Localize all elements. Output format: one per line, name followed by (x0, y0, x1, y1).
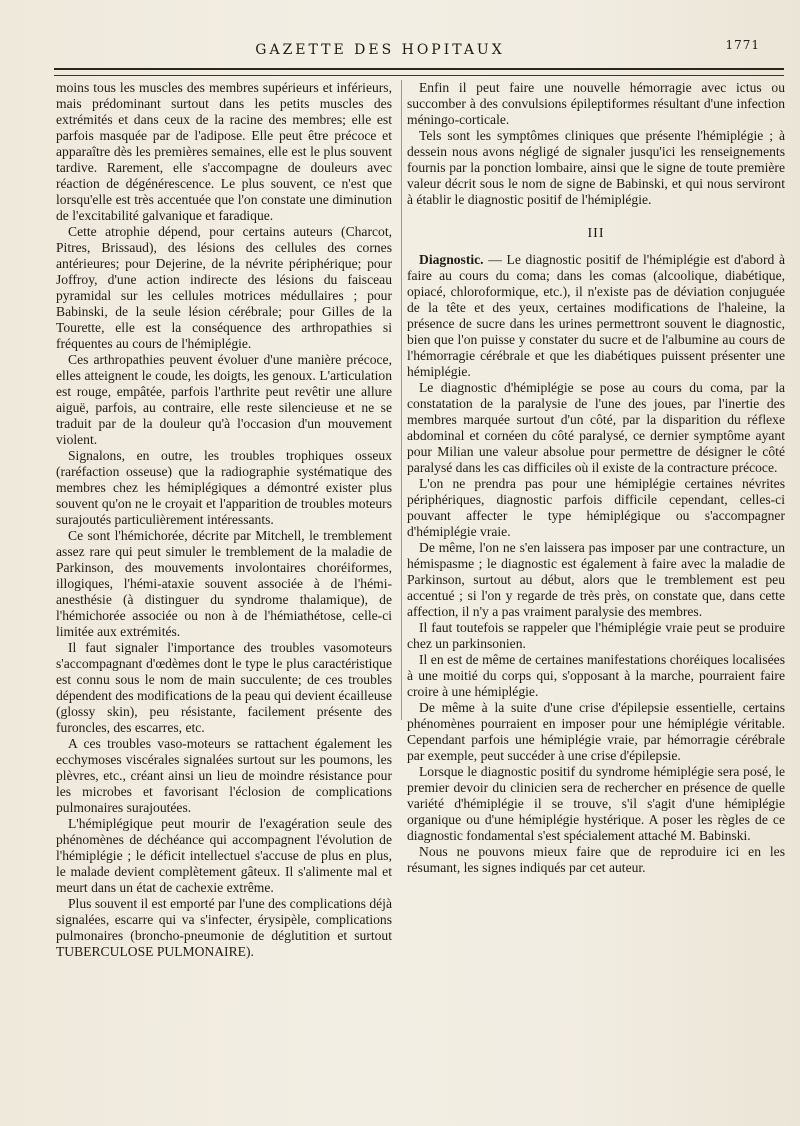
paragraph: L'hémiplégique peut mourir de l'exagération seule des phénomènes de déchéance qui accompagnent l'évolution de l'hémiplégie ; le déficit intellectuel s'accuse de plus en plus, le malade devient complètement gâteux. Il s'alimente mal et meurt dans un état de cachexie extrême. (56, 816, 392, 895)
paragraph: Le diagnostic d'hémiplégie se pose au cours du coma, par la constatation de la paralysie de l'une des joues, par l'inertie des membres marquée surtout d'un côté, par la disparition du réflexe abdominal et cornéen du côté paralysé, ce dernier symptôme ayant pour Milian une valeur absolue pour permettre de désigner le côté paralysé dans les cas difficiles où il existe de la contracture précoce. (407, 380, 785, 475)
paragraph: Il faut signaler l'importance des troubles vasomoteurs s'accompagnant d'œdèmes dont le type le plus caractéristique est connu sous le nom de main succulente; de ces troubles dépendent des modifications de la peau qui devient écailleuse (glossy skin), peu résistante, facilement présente des furoncles, des escarres, etc. (56, 640, 392, 735)
paragraph-diagnostic (407, 252, 785, 380)
paragraph: L'on ne prendra pas pour une hémiplégie certaines névrites périphériques, diagnostic parfois difficile cependant, celles-ci pouvant affecter le type hémiplégique ou s'accompagner d'hémiplégie vraie. (407, 476, 785, 539)
paragraph: Nous ne pouvons mieux faire que de reproduire ici en les résumant, les signes indiqués par cet auteur. (407, 844, 785, 875)
right-column (407, 80, 785, 876)
paragraph: De même, l'on ne s'en laissera pas imposer par une contracture, un hémispasme ; le diagnostic est également à faire avec la maladie de Parkinson, surtout au début, alors que le tremblement est peu accentué ; si l'on y regarde de très près, on constate que, dans cette affection, il n'y a pas vraiment paralysie des membres. (407, 540, 785, 619)
header-rule-thick (54, 68, 784, 70)
paragraph: Il faut toutefois se rappeler que l'hémiplégie vraie peut se produire chez un parkinsonien. (407, 620, 785, 651)
section-heading: Diagnostic. (419, 252, 484, 267)
section-number: III (587, 226, 605, 241)
column-divider (401, 80, 402, 720)
paragraph-text: — Le diagnostic positif de l'hémiplégie est d'abord à faire au cours du coma; dans les comas (alcoolique, diabétique, opiacé, chloroformique, etc.), il n'existe pas de déviation conjuguée de la tête et des yeux, certaines modifications de l'haleine, la présence de sucre dans les urines permettront souvent le diagnostic, bien que l'on puisse y constater du sucre et de l'albumine au cours de l'hémorragie cérébrale et que les diabétiques puissent présenter une hémiplégie. (407, 252, 785, 379)
left-column (56, 80, 392, 960)
paragraph: Ces arthropathies peuvent évoluer d'une manière précoce, elles atteignent le coude, les doigts, les genoux. L'articulation est rouge, empâtée, parfois l'arthrite peut revêtir une allure aiguë, parfois, au contraire, elle reste silencieuse et ne se traduit par de la douleur qu'à l'occasion d'un mouvement violent. (56, 352, 392, 447)
paragraph: A ces troubles vaso-moteurs se rattachent également les ecchymoses viscérales signalées surtout sur les poumons, les plèvres, etc., créant ainsi un lieu de moindre résistance pour les microbes et favorisant l'éclosion de complications pulmonaires surajoutées. (56, 736, 392, 815)
paragraph: Cette atrophie dépend, pour certains auteurs (Charcot, Pitres, Brissaud), des lésions des cellules des cornes antérieures; pour Dejerine, de la névrite périphérique; pour Joffroy, d'une action indirecte des lésions du faisceau pyramidal sur les cellules motrices médullaires ; pour Babinski, de la seule lésion cérébrale; pour Gilles de la Tourette, elle est la conséquence des arthropathies si fréquentes au cours de l'hémiplégie. (56, 224, 392, 351)
page-number: 1771 (725, 38, 760, 52)
paragraph: Signalons, en outre, les troubles trophiques osseux (raréfaction osseuse) que la radiographie systématique des membres chez les hémiplégiques a démontré exister plus souvent qu'on ne le croyait et l'apparition de troubles moteurs surajoutés particulièrement intéressants. (56, 448, 392, 527)
journal-title: GAZETTE DES HOPITAUX (255, 42, 505, 58)
paragraph: Lorsque le diagnostic positif du syndrome hémiplégie sera posé, le premier devoir du clinicien sera de rechercher en présence de quelle variété d'hémiplégie il se trouve, s'il s'agit d'une hémiplégie organique ou d'une hémiplégie hystérique. A poser les règles de ce diagnostic fondamental s'est spécialement attaché M. Babinski. (407, 764, 785, 843)
paragraph: Plus souvent il est emporté par l'une des complications déjà signalées, escarre qui va s'infecter, érysipèle, complications pulmonaires (broncho-pneumonie de déglutition et surtout TUBERCULOSE PULMONAIRE). (56, 896, 392, 959)
paragraph: moins tous les muscles des membres supérieurs et inférieurs, mais prédominant surtout dans les petits muscles des extrémités et dans ceux de la racine des membres; elle est parfois masquée par de l'adipose. Elle peut être précoce et apparaître dès les premières semaines, elle est le plus souvent tardive. Rarement, elle s'accompagne de douleurs avec réaction de dégénérescence. Le plus souvent, ce n'est que lorsqu'elle est très accentuée que l'on constate une diminution de l'excitabilité galvanique et faradique. (56, 80, 392, 223)
paragraph: Il en est de même de certaines manifestations choréiques localisées à une moitié du corps qui, s'opposant à la marche, pourraient faire croire à une hémiplégie. (407, 652, 785, 699)
paragraph: Tels sont les symptômes cliniques que présente l'hémiplégie ; à dessein nous avons négligé de signaler jusqu'ici les renseignements fournis par la ponction lombaire, ainsi que le signe de toute première valeur décrit sous le nom de signe de Babinski, et qui nous serviront à établir le diagnostic positif de l'hémiplégie. (407, 128, 785, 207)
header-rule-thin (54, 75, 784, 76)
paragraph: De même à la suite d'une crise d'épilepsie essentielle, certains phénomènes pourraient en imposer pour une hémiplégie véritable. Cependant parfois une hémiplégie vraie, par hémorragie cérébrale par exemple, peut succéder à une crise d'épilepsie. (407, 700, 785, 763)
paragraph: Ce sont l'hémichorée, décrite par Mitchell, le tremblement assez rare qui peut simuler le tremblement de la maladie de Parkinson, des mouvements involontaires choréiformes, illogiques, l'hémi-ataxie souvent associée à de l'hémi-anesthésie (à distinguer du syndrome thalamique), de l'hémichorée associée ou non à de l'hémiathétose, celle-ci limitée aux extrémités. (56, 528, 392, 639)
paragraph: Enfin il peut faire une nouvelle hémorragie avec ictus ou succomber à des convulsions épileptiformes résultant d'une infection méningo-corticale. (407, 80, 785, 127)
